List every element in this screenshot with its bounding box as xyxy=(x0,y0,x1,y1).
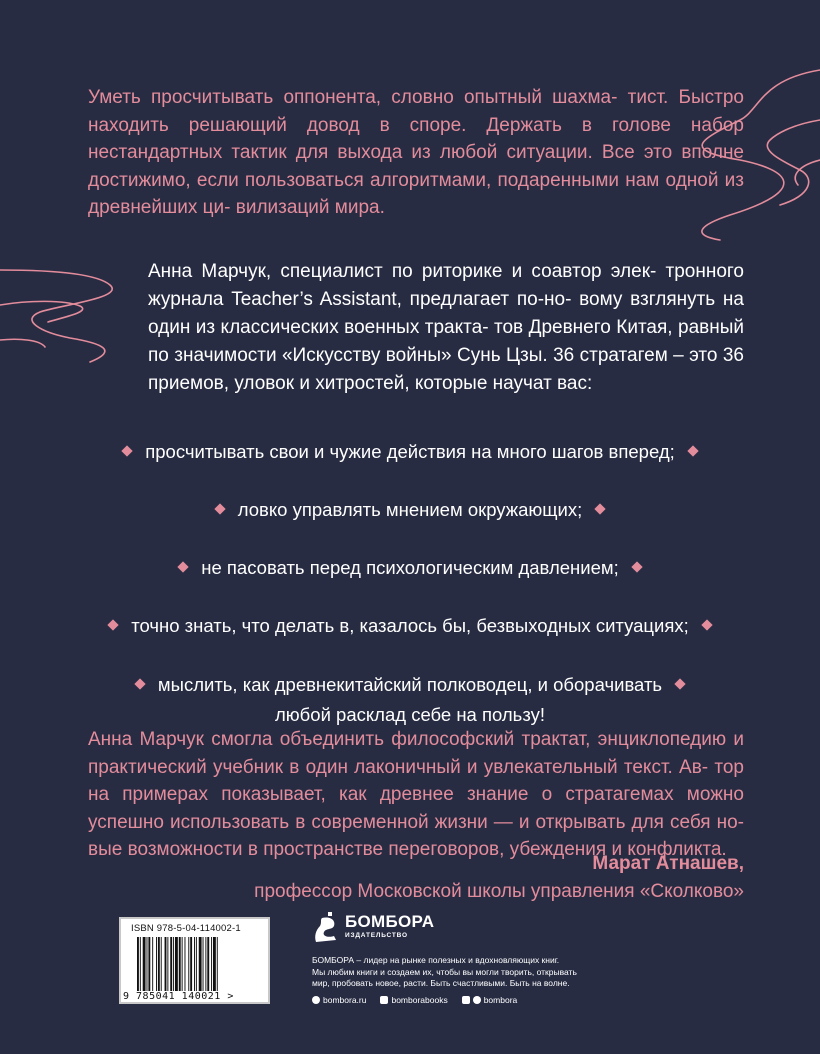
description-line: вому взглянуть на один из классических военных тракта- xyxy=(148,289,744,338)
description-line: тов Древнего Китая, равный по значимости «Искусству xyxy=(148,317,744,366)
barcode-bar xyxy=(185,937,186,991)
diamond-bullet-icon xyxy=(214,503,225,514)
barcode-bar xyxy=(140,937,141,991)
intro-line: ситуации. Все это вполне достижимо, если пользоваться xyxy=(88,142,744,191)
bombora-wave-icon xyxy=(312,910,340,946)
web-icon xyxy=(312,996,320,1004)
barcode-bar xyxy=(190,937,192,991)
publisher-socials xyxy=(312,995,517,1005)
intro-paragraph xyxy=(88,84,744,222)
barcode-bar xyxy=(194,937,195,991)
publisher-subtitle: ИЗДАТЕЛЬСТВО xyxy=(345,932,408,939)
list-item: ловко управлять мнением окружающих; xyxy=(60,496,760,524)
reviewer-role: профессор Московской школы управления «Сколково» xyxy=(254,881,744,902)
barcode-bar xyxy=(165,937,167,991)
publisher-about-line: Мы любим книги и создаем их, чтобы вы могли творить, открывать xyxy=(312,966,577,977)
barcode-graphic xyxy=(135,937,259,995)
publisher-about-line: мир, пробовать новое, расти. Быть счастливыми. Быть на волне. xyxy=(312,978,570,988)
barcode-bar xyxy=(175,937,178,991)
diamond-bullet-icon xyxy=(631,561,642,572)
list-item: точно знать, что делать в, казалось бы, безвыходных ситуациях; xyxy=(60,612,760,640)
diamond-bullet-icon xyxy=(108,619,119,630)
social-link-vk[interactable]: bomborabooks xyxy=(380,995,447,1005)
barcode-bar xyxy=(137,937,139,991)
review-paragraph xyxy=(88,726,744,864)
list-item: мыслить, как древнекитайский полководец, и оборачивать любой расклад себе на пользу! xyxy=(60,670,760,730)
description-line: тронного журнала Teacher’s Assistant, предлагает по-но- xyxy=(148,261,744,310)
publisher-about-line: БОМБОРА – лидер на рынке полезных и вдохновляющих книг. xyxy=(312,955,560,965)
barcode-bar xyxy=(213,937,216,991)
intro-line: Уметь просчитывать оппонента, словно опытный шахма- xyxy=(88,87,628,108)
review-attribution xyxy=(254,850,744,906)
publisher-about xyxy=(312,955,642,990)
review-line: и практический учебник в один лаконичный и увлекательный текст. Ав- xyxy=(88,729,744,778)
vk-icon xyxy=(380,996,388,1004)
barcode-bar xyxy=(196,937,197,991)
intro-line: тист. Быстро находить решающий довод в споре. Держать xyxy=(88,87,744,136)
social-link-web[interactable]: bombora.ru xyxy=(312,995,366,1005)
intro-line: вилизаций мира. xyxy=(235,197,385,218)
description-line: и хитростей, которые научат вас: xyxy=(299,373,593,394)
review-line: Анна Марчук смогла объединить философский трактат, энциклопедию xyxy=(88,729,734,750)
barcode-bar xyxy=(148,937,150,991)
barcode-bar xyxy=(205,937,206,991)
barcode-bar xyxy=(207,937,209,991)
diamond-bullet-icon xyxy=(687,445,698,456)
barcode-bar xyxy=(211,937,212,991)
list-item: просчитывать свои и чужие действия на много шагов вперед; xyxy=(60,438,760,466)
description-paragraph xyxy=(148,258,744,398)
publisher-title: БОМБОРА xyxy=(345,912,435,931)
barcode-bar xyxy=(158,937,160,991)
intro-line: в голове набор нестандартных тактик для выхода из любой xyxy=(88,114,744,163)
benefits-list xyxy=(60,438,760,760)
diamond-bullet-icon xyxy=(134,678,145,689)
diamond-bullet-icon xyxy=(595,503,606,514)
barcode-digits: 9 785041 140021 > xyxy=(123,991,234,1002)
diamond-bullet-icon xyxy=(674,678,685,689)
description-line: войны» Сунь Цзы. 36 стратагем – это 36 приемов, уловок xyxy=(148,345,744,394)
telegram-icon xyxy=(473,996,481,1004)
barcode-bar xyxy=(179,937,181,991)
barcode-bar xyxy=(143,937,146,991)
barcode-bar xyxy=(199,937,202,991)
barcode-bar xyxy=(167,937,168,991)
barcode-bar xyxy=(203,937,204,991)
review-line: тор на примерах показывает, как древнее знание о стратагемах можно xyxy=(88,756,744,805)
plus-icon xyxy=(462,996,470,1004)
barcode-bar xyxy=(188,937,189,991)
isbn-label: ISBN 978-5-04-114002-1 xyxy=(131,923,241,934)
barcode-bar xyxy=(161,937,162,991)
reviewer-name: Марат Атнашев, xyxy=(592,853,744,874)
diamond-bullet-icon xyxy=(701,619,712,630)
barcode-bar xyxy=(217,937,218,991)
barcode-bar xyxy=(173,937,174,991)
barcode-bar xyxy=(182,937,183,991)
barcode-bar xyxy=(152,937,153,991)
list-item: не пасовать перед психологическим давлением; xyxy=(60,554,760,582)
diamond-bullet-icon xyxy=(122,445,133,456)
review-line: успешно использовать в современной жизни — и открывать для себя но- xyxy=(88,811,744,833)
intro-line: алгоритмами, подаренными нам одной из древнейших ци- xyxy=(88,169,744,218)
description-line: Анна Марчук, специалист по риторике и соавтор элек- xyxy=(148,261,666,282)
review-line: вые возможности в пространстве переговоров, убеждения и конфликта. xyxy=(88,839,727,860)
barcode-bar xyxy=(156,937,157,991)
social-link-telegram[interactable]: bombora xyxy=(462,995,518,1005)
diamond-bullet-icon xyxy=(178,561,189,572)
barcode-bar xyxy=(170,937,172,991)
barcode-bar xyxy=(147,937,148,991)
isbn-barcode xyxy=(119,917,270,1004)
